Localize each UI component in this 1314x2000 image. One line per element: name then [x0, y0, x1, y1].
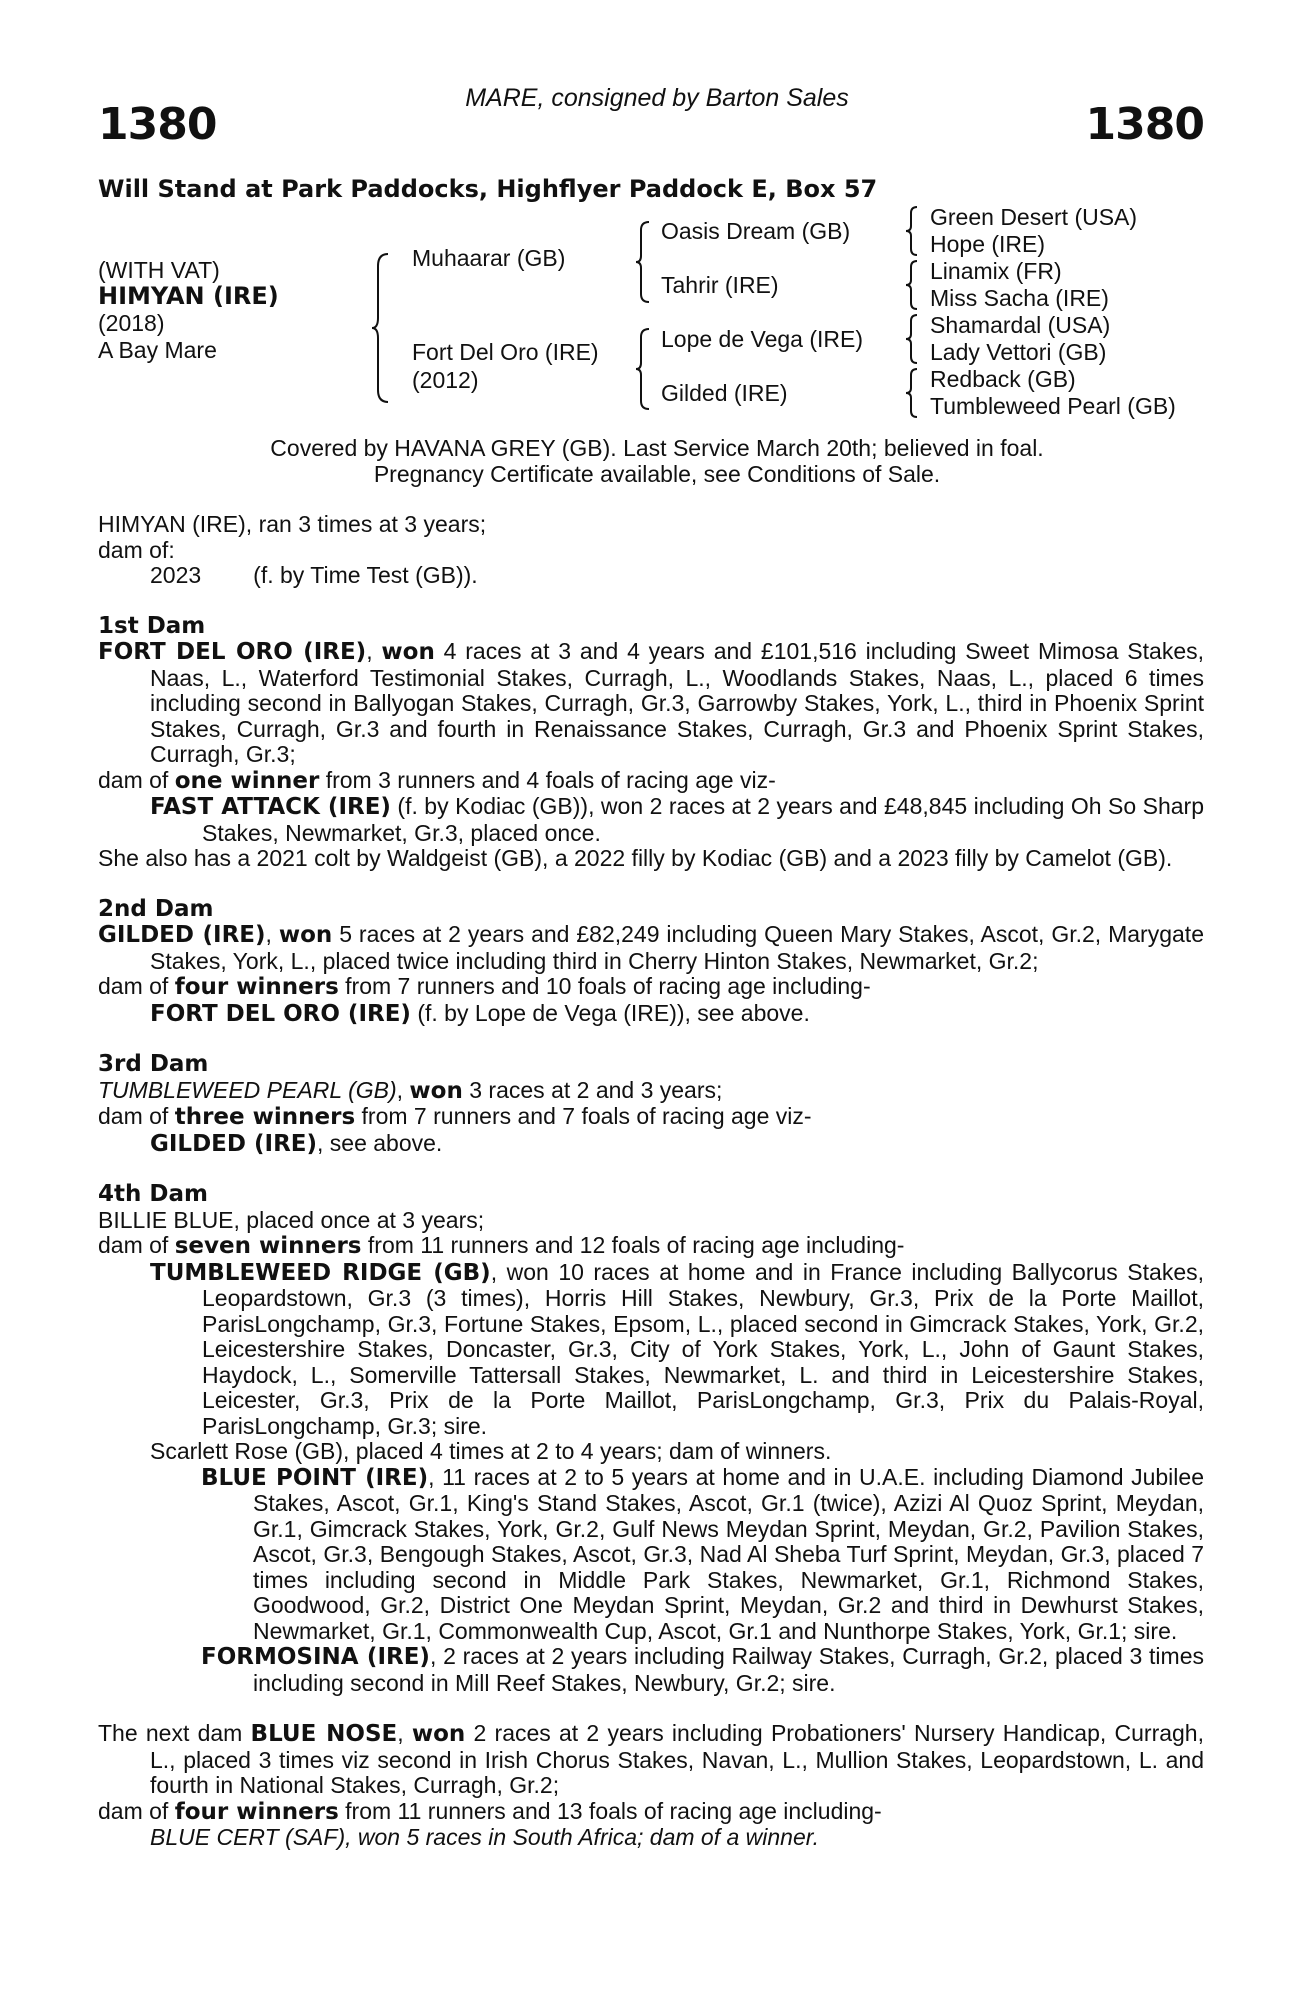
- offspring-name: FORT DEL ORO (IRE): [150, 1000, 411, 1027]
- fourth-dam-heading: 4th Dam: [98, 1181, 208, 1207]
- covered-line-2: Pregnancy Certificate available, see Conditions of Sale.: [373, 461, 941, 487]
- vat-label: (WITH VAT): [98, 257, 220, 283]
- intro-line-2: dam of:: [98, 536, 175, 563]
- fourth-dam-damof-pre: dam of: [98, 1232, 175, 1258]
- stand-location: Will Stand at Park Paddocks, Highflyer Paddock E, Box 57: [98, 175, 878, 203]
- grandparent-2: Hope (IRE): [930, 231, 1046, 257]
- offspring-text: (f. by Kodiac (GB)), won 2 races at 2 years and £48,845 including Oh So Sharp Stakes, Newmarket, Gr.3, placed once.: [202, 793, 1205, 846]
- offspring-text: , won 10 races at home and in France including Ballycorus Stakes, Leopardstown, Gr.3 (3 times), Horris Hill Stakes, Newbury, Gr.3, Prix de la Porte Maillot, ParisLongchamp, Gr.3, Fortune Stakes, Epsom, L., placed second in Gimcrack Stakes, York, Gr.2, Leicestershire Stakes, Doncaster, Gr.3, City of York Stakes, York, L., John of Gaunt Stakes, Haydock, L., Somerville Tattersall Stakes, Newmarket, L. and third in Leicestershire Stakes, Leicester, Gr.3, Prix de la Porte Maillot, ParisLongchamp, Gr.3, Prix du Palais-Royal, ParisLongchamp, Gr.3; sire.: [202, 1258, 1205, 1439]
- second-dam-text: 5 races at 2 years and £82,249 including Queen Mary Stakes, Ascot, Gr.2, Marygate Stakes, York, L., placed twice including third in Cherry Hinton Stakes, Newmarket, Gr.2;: [150, 921, 1204, 974]
- first-dam-also: She also has a 2021 colt by Waldgeist (GB), a 2022 filly by Kodiac (GB) and a 2023 filly by Camelot (GB).: [98, 845, 1173, 871]
- pedigree-brace: [370, 252, 392, 404]
- dam-brace: [634, 327, 652, 411]
- offspring-name: GILDED (IRE): [150, 1130, 317, 1157]
- third-dam-offspring-1: [98, 1131, 1204, 1158]
- second-dam-winners: four winners: [174, 974, 339, 1000]
- first-dam-heading: 1st Dam: [98, 612, 206, 639]
- third-dam-text: 3 races at 2 and 3 years;: [462, 1076, 723, 1103]
- brace-g4: [904, 367, 920, 419]
- second-dam-offspring-1: [98, 1001, 1204, 1028]
- second-dam-heading: 2nd Dam: [98, 895, 214, 922]
- brace-g2: [904, 259, 920, 311]
- grandparent-4: Miss Sacha (IRE): [930, 285, 1109, 311]
- third-dam-produce: [98, 1104, 1204, 1131]
- grandparent-6: Lady Vettori (GB): [930, 339, 1107, 365]
- first-dam-won: won: [381, 639, 435, 665]
- grand-offspring-name: BLUE POINT (IRE): [201, 1464, 429, 1491]
- horse-year: (2018): [98, 310, 165, 336]
- grandparent-7: Redback (GB): [930, 366, 1076, 392]
- dam-dam: Gilded (IRE): [661, 380, 788, 406]
- third-dam-damof-pre: dam of: [98, 1103, 175, 1129]
- lot-number-left: 1380: [98, 99, 217, 150]
- fourth-dam-offspring-1: [98, 1260, 1204, 1440]
- horse-description: A Bay Mare: [98, 337, 217, 363]
- foal-year: 2023: [150, 562, 202, 588]
- grand-offspring-1: [98, 1465, 1204, 1645]
- intro-line-1: HIMYAN (IRE), ran 3 times at 3 years;: [98, 511, 487, 537]
- fourth-dam-winners: seven winners: [174, 1233, 362, 1259]
- next-dam-text: 2 races at 2 years including Probationers' Nursery Handicap, Curragh, L., placed 3 times viz second in Irish Chorus Stakes, Navan, L., Mullion Stakes, Leopardstown, L. and fourth in National Stakes, Curragh, Gr.2;: [150, 1720, 1204, 1798]
- sire-sire: Oasis Dream (GB): [661, 218, 851, 244]
- next-dam-produce: [98, 1799, 1204, 1826]
- sire-brace: [634, 220, 652, 304]
- fourth-dam-produce: [98, 1233, 1204, 1260]
- first-dam-offspring-1: [98, 794, 1204, 846]
- third-dam-name: TUMBLEWEED PEARL (GB): [98, 1076, 397, 1103]
- next-dam-winners: four winners: [174, 1798, 339, 1825]
- grandparent-3: Linamix (FR): [930, 258, 1062, 284]
- second-dam-produce: [98, 974, 1204, 1001]
- grand-offspring-name: FORMOSINA (IRE): [201, 1644, 430, 1670]
- first-dam-damof-pre: dam of: [98, 766, 175, 793]
- fourth-dam-damof-post: from 11 runners and 12 foals of racing age including-: [361, 1232, 905, 1258]
- grandparent-8: Tumbleweed Pearl (GB): [930, 393, 1176, 419]
- next-dam-damof-post: from 11 runners and 13 foals of racing age including-: [338, 1797, 882, 1824]
- grand-offspring-text: , 11 races at 2 to 5 years at home and in U.A.E. including Diamond Jubilee Stakes, Ascot, Gr.1, King's Stand Stakes, Ascot, Gr.1 (twice), Azizi Al Quoz Sprint, Meydan, Gr.1, Gimcrack Stakes, York, Gr.2, Gulf News Meydan Sprint, Meydan, Gr.2, Pavilion Stakes, Ascot, Gr.3, Bengough Stakes, Ascot, Gr.3, Nad Al Sheba Turf Sprint, Meydan, Gr.3, placed 7 times including second in Middle Park Stakes, Newmarket, Gr.1, Richmond Stakes, Goodwood, Gr.2, District One Meydan Sprint, Meydan, Gr.2 and third in Dewhurst Stakes, Newmarket, Gr.1, Commonwealth Cup, Ascot, Gr.1 and Nunthorpe Stakes, York, Gr.1; sire.: [253, 1463, 1204, 1644]
- next-dam-name: BLUE NOSE: [250, 1721, 398, 1747]
- dam-year: (2012): [412, 367, 479, 393]
- fourth-dam-record: BILLIE BLUE, placed once at 3 years;: [98, 1206, 485, 1233]
- offspring-text: (f. by Lope de Vega (IRE)), see above.: [410, 999, 810, 1026]
- grandparent-1: Green Desert (USA): [930, 204, 1138, 230]
- first-dam-winners: one winner: [174, 767, 320, 794]
- fourth-dam-offspring-2: Scarlett Rose (GB), placed 4 times at 2 to 4 years; dam of winners.: [150, 1438, 832, 1464]
- next-dam-offspring-1: BLUE CERT (SAF), won 5 races in South Africa; dam of a winner.: [150, 1824, 819, 1850]
- second-dam-name: GILDED (IRE): [98, 922, 266, 948]
- third-dam-heading: 3rd Dam: [98, 1051, 209, 1077]
- first-dam-record: FORT DEL ORO (IRE), won 4 races at 3 and 4 years and £101,516 including Sweet Mimosa Stakes, Naas, L., Waterford Testimonial Stakes, Curragh, L., Woodlands Stakes, Naas, L., placed 6 times including second in Ballyogan Stakes, Curragh, Gr.3, Garrowby Stakes, York, L., third in Phoenix Sprint Stakes, Curragh, Gr.3 and fourth in Renaissance Stakes, Curragh, Gr.3 and Phoenix Sprint Stakes, Curragh, Gr.3;: [98, 638, 1204, 767]
- foal-text: (f. by Time Test (GB)).: [253, 562, 478, 588]
- foal-row: [98, 563, 1204, 589]
- dam: Fort Del Oro (IRE): [412, 339, 599, 365]
- second-dam-damof-post: from 7 runners and 10 foals of racing age including-: [338, 973, 871, 999]
- dam-sire: Lope de Vega (IRE): [661, 326, 864, 352]
- next-dam-record: The next dam BLUE NOSE, won 2 races at 2 years including Probationers' Nursery Handicap, Curragh, L., placed 3 times viz second in Irish Chorus Stakes, Navan, L., Mullion Stakes, Leopardstown, L. and fourth in National Stakes, Curragh, Gr.2;: [98, 1720, 1204, 1798]
- grandparent-5: Shamardal (USA): [930, 312, 1111, 338]
- third-dam-record: TUMBLEWEED PEARL (GB), won 3 races at 2 and 3 years;: [98, 1076, 723, 1104]
- first-dam-damof-post: from 3 runners and 4 foals of racing age viz-: [319, 766, 776, 793]
- grand-offspring-text: , 2 races at 2 years including Railway Stakes, Curragh, Gr.2, placed 3 times including second in Mill Reef Stakes, Newbury, Gr.2; sire.: [253, 1643, 1204, 1696]
- lot-number-right: 1380: [1085, 99, 1204, 150]
- next-dam-pre: The next dam: [98, 1720, 251, 1746]
- offspring-name: TUMBLEWEED RIDGE (GB): [150, 1259, 491, 1286]
- first-dam-produce: [98, 768, 1204, 795]
- third-dam-won: won: [409, 1077, 463, 1104]
- sire: Muhaarar (GB): [412, 245, 566, 271]
- third-dam-damof-post: from 7 runners and 7 foals of racing age viz-: [355, 1103, 812, 1129]
- next-dam-won: won: [411, 1721, 466, 1747]
- second-dam-won: won: [278, 922, 333, 948]
- next-dam-damof-pre: dam of: [98, 1797, 175, 1824]
- sire-dam: Tahrir (IRE): [661, 272, 779, 298]
- offspring-text: , see above.: [317, 1129, 443, 1156]
- first-dam-name: FORT DEL ORO (IRE): [98, 639, 367, 665]
- catalogue-body: [98, 512, 1204, 1851]
- brace-g1: [904, 205, 920, 257]
- third-dam-winners: three winners: [174, 1104, 356, 1130]
- grand-offspring-2: [98, 1644, 1204, 1696]
- second-dam-record: GILDED (IRE), won 5 races at 2 years and £82,249 including Queen Mary Stakes, Ascot, Gr.2, Marygate Stakes, York, L., placed twice including third in Cherry Hinton Stakes, Newmarket, Gr.2;: [98, 921, 1204, 974]
- brace-g3: [904, 313, 920, 365]
- second-dam-damof-pre: dam of: [98, 973, 175, 999]
- offspring-name: FAST ATTACK (IRE): [150, 794, 391, 820]
- horse-name: HIMYAN (IRE): [98, 282, 279, 310]
- covered-line-1: Covered by HAVANA GREY (GB). Last Service March 20th; believed in foal.: [270, 435, 1044, 461]
- consignment-line: MARE, consigned by Barton Sales: [465, 84, 849, 112]
- first-dam-text: 4 races at 3 and 4 years and £101,516 including Sweet Mimosa Stakes, Naas, L., Waterford Testimonial Stakes, Curragh, L., Woodlands Stakes, Naas, L., placed 6 times including second in Ballyogan Stakes, Curragh, Gr.3, Garrowby Stakes, York, L., third in Phoenix Sprint Stakes, Curragh, Gr.3 and fourth in Renaissance Stakes, Curragh, Gr.3 and Phoenix Sprint Stakes, Curragh, Gr.3;: [150, 638, 1204, 767]
